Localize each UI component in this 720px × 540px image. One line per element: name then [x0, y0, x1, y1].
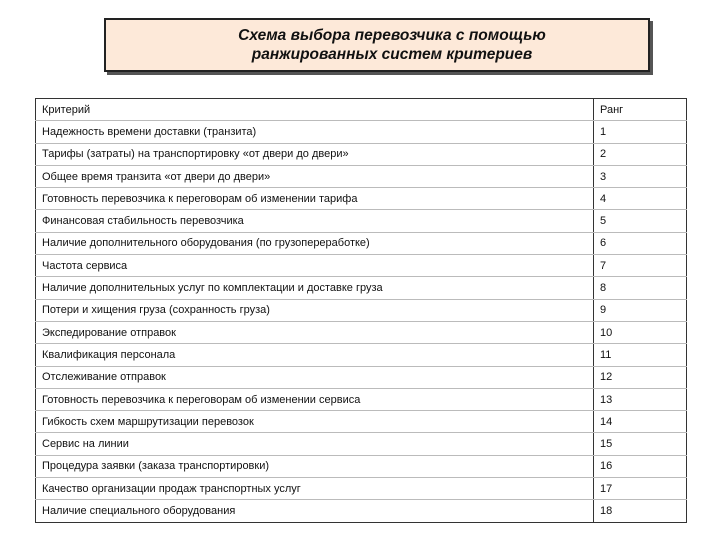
- rank-cell: 5: [594, 210, 687, 232]
- criterion-cell: Надежность времени доставки (транзита): [36, 121, 594, 143]
- table-row: [36, 299, 687, 321]
- rank-cell: 10: [594, 321, 687, 343]
- rank-cell: 12: [594, 366, 687, 388]
- table-row: [36, 388, 687, 410]
- table-header-row: [36, 99, 687, 121]
- table-row: [36, 232, 687, 254]
- rank-cell: 8: [594, 277, 687, 299]
- criterion-cell: Гибкость схем маршрутизации перевозок: [36, 411, 594, 433]
- table-row: [36, 277, 687, 299]
- table-row: [36, 455, 687, 477]
- criterion-cell: Процедура заявки (заказа транспортировки): [36, 455, 594, 477]
- header-criterion: Критерий: [36, 99, 594, 121]
- slide-title-box: [104, 18, 650, 72]
- criterion-cell: Потери и хищения груза (сохранность груза): [36, 299, 594, 321]
- criterion-cell: Экспедирование отправок: [36, 321, 594, 343]
- table-row: [36, 344, 687, 366]
- rank-cell: 17: [594, 478, 687, 500]
- rank-cell: 6: [594, 232, 687, 254]
- table-row: [36, 500, 687, 522]
- criterion-cell: Наличие дополнительных услуг по комплектации и доставке груза: [36, 277, 594, 299]
- criterion-cell: Квалификация персонала: [36, 344, 594, 366]
- rank-cell: 13: [594, 388, 687, 410]
- table-row: [36, 321, 687, 343]
- table-row: [36, 143, 687, 165]
- table-row: [36, 121, 687, 143]
- criterion-cell: Общее время транзита «от двери до двери»: [36, 165, 594, 187]
- rank-cell: 18: [594, 500, 687, 522]
- criterion-cell: Отслеживание отправок: [36, 366, 594, 388]
- rank-cell: 4: [594, 188, 687, 210]
- rank-cell: 16: [594, 455, 687, 477]
- table-row: [36, 188, 687, 210]
- criterion-cell: Сервис на линии: [36, 433, 594, 455]
- table-row: [36, 255, 687, 277]
- table-row: [36, 478, 687, 500]
- rank-cell: 7: [594, 255, 687, 277]
- rank-cell: 15: [594, 433, 687, 455]
- header-rank: Ранг: [594, 99, 687, 121]
- criterion-cell: Частота сервиса: [36, 255, 594, 277]
- criterion-cell: Финансовая стабильность перевозчика: [36, 210, 594, 232]
- slide-title: Схема выбора перевозчика с помощью ранжированных систем критериев: [238, 27, 546, 63]
- criterion-cell: Наличие дополнительного оборудования (по грузопереработке): [36, 232, 594, 254]
- criterion-cell: Наличие специального оборудования: [42, 504, 236, 517]
- criteria-table: [35, 98, 687, 523]
- table-row: [36, 366, 687, 388]
- criterion-cell: Тарифы (затраты) на транспортировку «от двери до двери»: [36, 143, 594, 165]
- criterion-cell: Готовность перевозчика к переговорам об изменении тарифа: [36, 188, 594, 210]
- criterion-cell: Готовность перевозчика к переговорам об изменении сервиса: [36, 388, 594, 410]
- criterion-cell: Качество организации продаж транспортных услуг: [36, 478, 594, 500]
- rank-cell: 2: [594, 143, 687, 165]
- rank-cell: 1: [594, 121, 687, 143]
- rank-cell: 3: [594, 165, 687, 187]
- rank-cell: 11: [594, 344, 687, 366]
- rank-cell: 9: [594, 299, 687, 321]
- table-row: [36, 210, 687, 232]
- rank-cell: 14: [594, 411, 687, 433]
- table-row: [36, 411, 687, 433]
- table-row: [36, 165, 687, 187]
- table-row: [36, 433, 687, 455]
